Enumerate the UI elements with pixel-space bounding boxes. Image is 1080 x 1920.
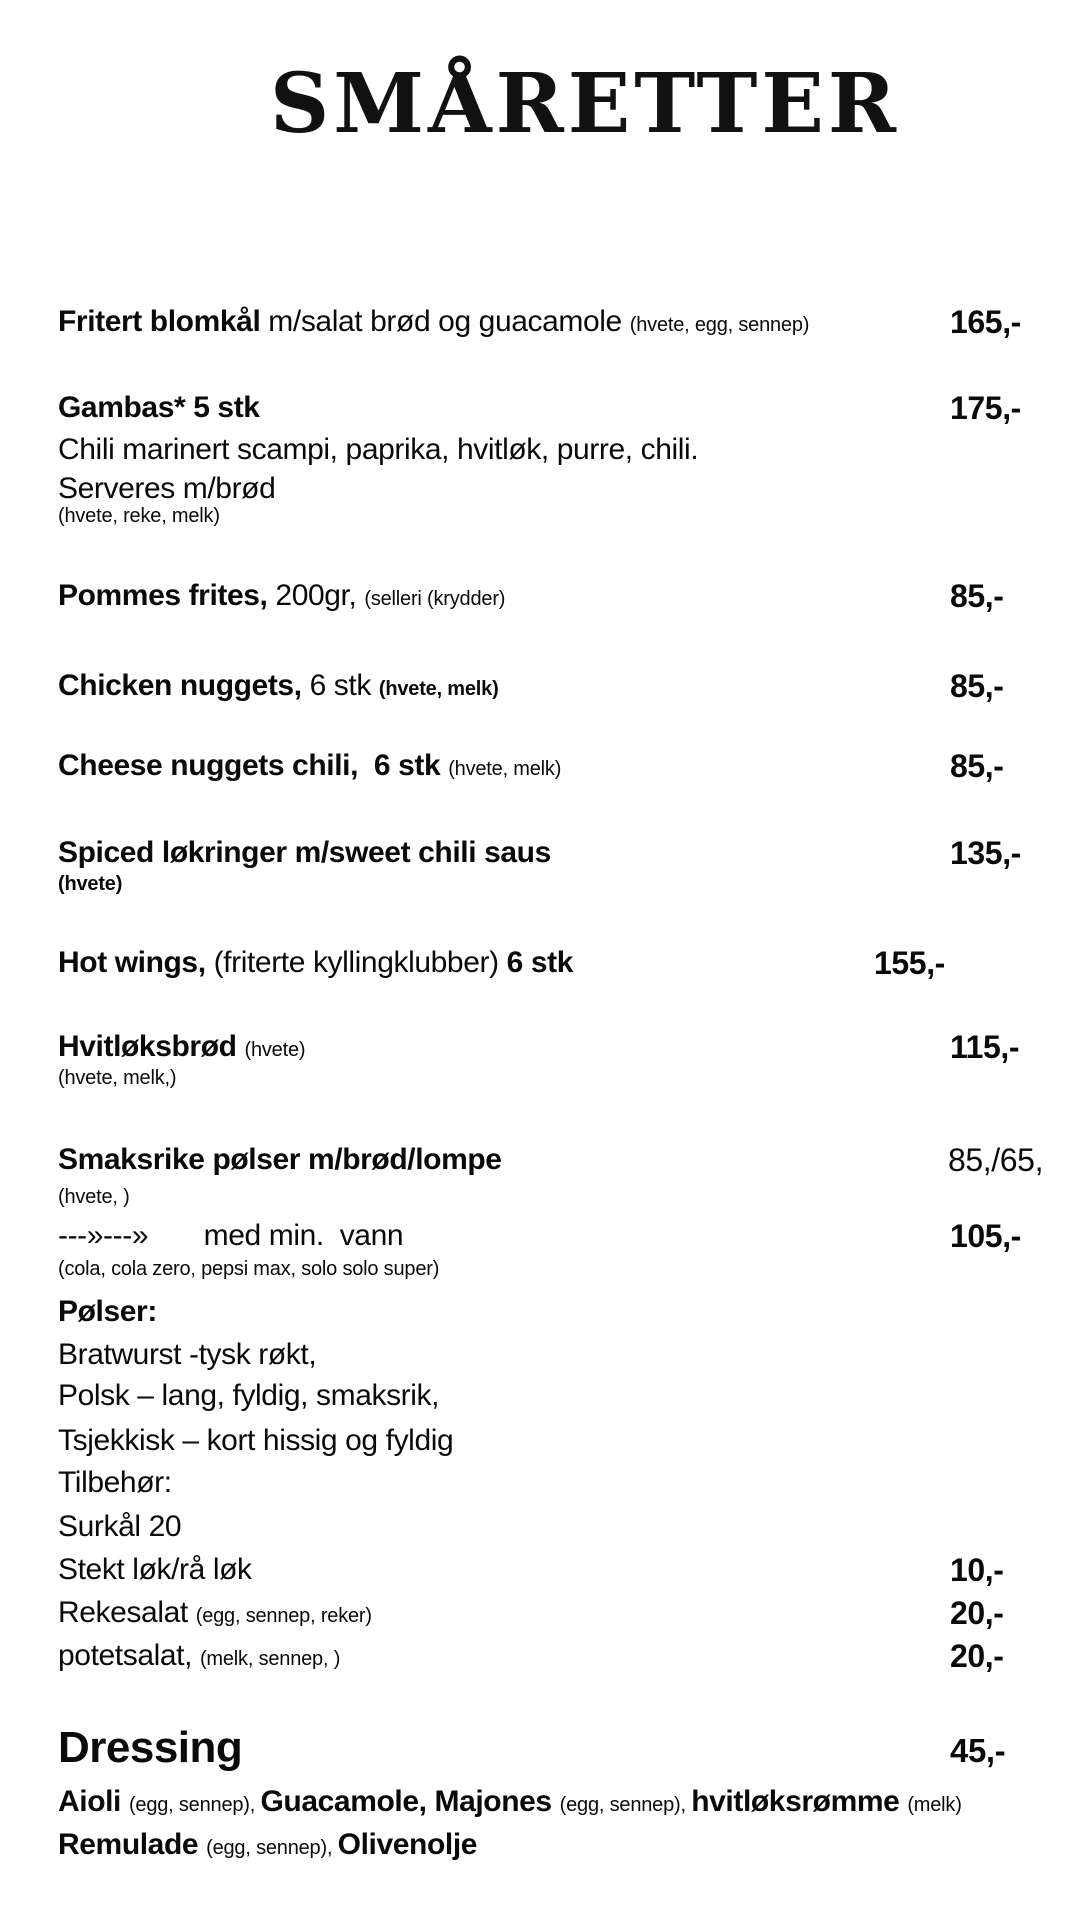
item-allergens: (hvete, )	[58, 1186, 130, 1208]
item-price: 85,-	[950, 578, 1004, 614]
item-name: Polsk – lang, fyldig, smaksrik,	[58, 1379, 440, 1412]
dressing-option: Aioli	[58, 1785, 129, 1818]
item-price: 20,-	[950, 1595, 1004, 1631]
item-name: Hot wings,	[58, 946, 214, 979]
item-desc: 6 stk	[301, 669, 379, 702]
menu-item-hot-wings	[0, 944, 1080, 982]
dressing-option: Remulade	[58, 1828, 207, 1861]
menu-item-smaksrike-polser	[0, 1141, 1080, 1179]
item-desc: 200gr,	[267, 579, 365, 612]
item-name: Spiced løkringer m/sweet chili saus	[58, 836, 551, 869]
item-price: 85,-	[950, 668, 1004, 704]
item-name: Gambas* 5 stk	[58, 391, 260, 424]
item-desc: m/salat brød og guacamole	[260, 305, 630, 338]
item-allergens: (selleri (krydder)	[364, 588, 506, 610]
item-price: 85,/65,	[948, 1142, 1044, 1178]
item-name: ---»---» med min. vann	[58, 1219, 404, 1252]
item-allergens: (hvete, melk,)	[58, 1067, 177, 1089]
dressing-allergens: (melk)	[907, 1794, 962, 1816]
menu-item-fritert-blomkal	[0, 303, 1080, 344]
item-allergens: (hvete)	[244, 1039, 306, 1061]
item-price: 175,-	[950, 390, 1021, 426]
item-allergens: (hvete, melk)	[448, 758, 562, 780]
menu-item-pommes-frites	[0, 577, 1080, 618]
menu-item-med-min-vann-options	[0, 1257, 1080, 1281]
item-name: Chicken nuggets,	[58, 669, 302, 702]
item-price: 10,-	[950, 1552, 1004, 1588]
menu-item-rekesalat	[0, 1594, 1080, 1635]
menu-dressing-line-1	[0, 1783, 1080, 1824]
menu-item-hvitloksbrod	[0, 1028, 1080, 1069]
menu-subheading-polser	[0, 1293, 1080, 1331]
section-title: Dressing	[58, 1723, 243, 1772]
menu-item-gambas-desc-1	[0, 431, 1080, 469]
item-price: 115,-	[950, 1029, 1020, 1065]
menu-item-chicken-nuggets	[0, 667, 1080, 708]
menu-item-spiced-lokringer-allergens	[0, 872, 1080, 896]
subheading-label: Pølser:	[58, 1295, 157, 1328]
menu-item-med-min-vann	[0, 1217, 1080, 1255]
item-name: Cheese nuggets chili, 6 stk	[58, 749, 449, 782]
item-name: potetsalat,	[58, 1639, 200, 1672]
item-qty: 6 stk	[506, 946, 574, 979]
item-price: 135,-	[950, 835, 1021, 871]
menu-item-polsk	[0, 1377, 1080, 1415]
item-price: 155,-	[874, 945, 945, 981]
item-allergens: (hvete)	[58, 873, 123, 895]
item-price: 105,-	[950, 1218, 1021, 1254]
item-name: Hvitløksbrød	[58, 1030, 245, 1063]
menu-item-tsjekkisk	[0, 1422, 1080, 1460]
dressing-allergens: (egg, sennep),	[206, 1837, 338, 1859]
item-name: Bratwurst -tysk røkt,	[58, 1338, 317, 1371]
menu-section-dressing	[0, 1722, 1080, 1774]
menu-dressing-line-2	[0, 1826, 1080, 1867]
item-desc: Chili marinert scampi, paprika, hvitløk, purre, chili.	[58, 433, 699, 466]
menu-subheading-tilbehor	[0, 1464, 1080, 1502]
menu-item-gambas-allergens	[0, 504, 1080, 528]
item-name: Surkål 20	[58, 1510, 182, 1543]
menu-item-smaksrike-polser-allergens	[0, 1185, 1080, 1209]
item-options: (cola, cola zero, pepsi max, solo solo super)	[58, 1258, 440, 1280]
item-allergens: (hvete, egg, sennep)	[629, 314, 810, 336]
menu-item-gambas-desc-2	[0, 470, 1080, 508]
item-allergens: (hvete, reke, melk)	[58, 505, 220, 527]
dressing-allergens: (egg, sennep),	[128, 1794, 261, 1816]
menu-item-stekt-lok	[0, 1551, 1080, 1589]
dressing-option: Olivenolje	[337, 1828, 478, 1861]
subheading-label: Tilbehør:	[58, 1466, 172, 1499]
menu-item-hvitloksbrod-allergens	[0, 1066, 1080, 1090]
item-name: Rekesalat	[58, 1596, 196, 1629]
item-name: Pommes frites,	[58, 579, 268, 612]
item-price: 85,-	[950, 748, 1004, 784]
item-name: Stekt løk/rå løk	[58, 1553, 252, 1586]
section-price: 45,-	[950, 1732, 1006, 1769]
menu-item-bratwurst	[0, 1336, 1080, 1374]
menu-item-gambas	[0, 389, 1080, 427]
page-title: SMÅRETTER	[269, 56, 901, 152]
item-name: Smaksrike pølser m/brød/lompe	[58, 1143, 502, 1176]
item-allergens: (melk, sennep, )	[199, 1648, 341, 1670]
dressing-option: hvitløksrømme	[691, 1785, 908, 1818]
item-price: 20,-	[950, 1638, 1004, 1674]
dressing-allergens: (egg, sennep),	[559, 1794, 692, 1816]
item-price: 165,-	[950, 304, 1021, 340]
dressing-option: Guacamole, Majones	[260, 1785, 560, 1818]
item-desc: (friterte kyllingklubber)	[213, 946, 507, 979]
item-allergens: (egg, sennep, reker)	[195, 1605, 372, 1627]
item-name: Fritert blomkål	[58, 305, 261, 338]
item-allergens: (hvete, melk)	[378, 678, 499, 700]
item-desc: Serveres m/brød	[58, 472, 276, 505]
menu-item-surkal	[0, 1508, 1080, 1546]
menu-item-potetsalat	[0, 1637, 1080, 1678]
menu-item-spiced-lokringer	[0, 834, 1080, 872]
item-name: Tsjekkisk – kort hissig og fyldig	[58, 1424, 454, 1457]
menu-item-cheese-nuggets	[0, 747, 1080, 788]
